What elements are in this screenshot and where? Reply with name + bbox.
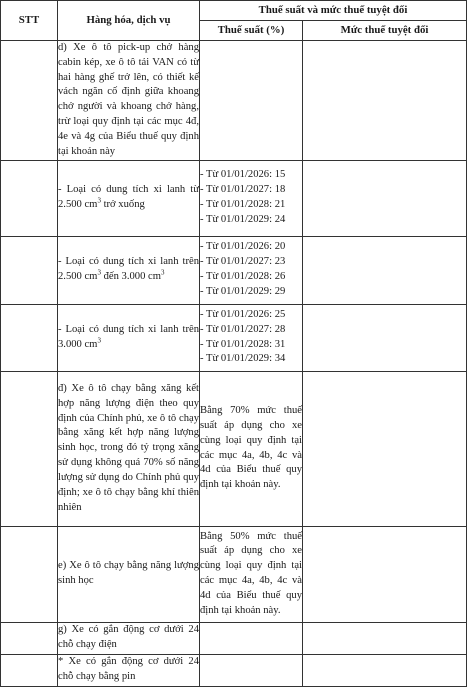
superscript: 3 — [160, 268, 165, 277]
rate-text: Bằng 50% mức thuế suất áp dụng cho xe cùng loại quy định tại các mục 4a, 4b, 4c và 4d của Biểu thuế quy định tại khoản này. — [200, 530, 302, 616]
superscript: 3 — [97, 196, 101, 205]
stt-cell — [1, 622, 58, 654]
rate-cell — [200, 622, 303, 654]
rate-line: - Từ 01/01/2029: 34 — [200, 353, 286, 365]
stt-cell — [1, 654, 58, 686]
absolute-cell — [303, 526, 467, 622]
table-row — [1, 41, 467, 161]
rate-line: - Từ 01/01/2027: 23 — [200, 256, 286, 268]
rate-line: - Từ 01/01/2028: 26 — [200, 271, 286, 283]
goods-text: - Loại có dung tích xi lanh từ 2.500 cm — [58, 184, 199, 211]
rate-cell — [200, 371, 303, 526]
table-row — [1, 304, 467, 371]
superscript: 3 — [97, 336, 101, 345]
goods-text: d) Xe ô tô pick-up chở hàng cabin kép, xe ô tô tải VAN có từ hai hàng ghế trở lên, có thiết kế vách ngăn cố định giữa khoang chở người và khoang chở hàng, trừ loại quy định tại các mục 4đ, 4e và 4g của Biểu thuế quy định tại khoản này — [58, 42, 199, 157]
absolute-cell — [303, 371, 467, 526]
absolute-cell — [303, 622, 467, 654]
table-row — [1, 160, 467, 236]
header-row-1 — [1, 1, 467, 21]
rate-cell — [200, 41, 303, 161]
goods-text: g) Xe có gắn động cơ dưới 24 chỗ chạy điện — [58, 624, 199, 651]
rate-cell — [200, 654, 303, 686]
absolute-cell — [303, 160, 467, 236]
superscript: 3 — [97, 268, 101, 277]
goods-text: đ) Xe ô tô chạy bằng xăng kết hợp năng lượng điện theo quy định của Chính phủ, xe ô tô chạy bằng xăng kết hợp năng lượng sinh học, trong đó tỷ trọng xăng sử dụng không quá 70% số năng lượng sử dụng do Chính phủ quy định; xe ô tô chạy bằng khí thiên nhiên — [58, 382, 199, 513]
header-goods: Hàng hóa, dịch vụ — [58, 1, 200, 41]
table-row — [1, 526, 467, 622]
header-absolute: Mức thuế tuyệt đối — [303, 21, 467, 41]
absolute-cell — [303, 236, 467, 304]
rate-line: - Từ 01/01/2026: 25 — [200, 308, 286, 320]
rate-line: - Từ 01/01/2027: 28 — [200, 323, 286, 335]
goods-cell — [58, 160, 200, 236]
table-row — [1, 622, 467, 654]
absolute-cell — [303, 41, 467, 161]
table-row — [1, 654, 467, 686]
stt-cell — [1, 304, 58, 371]
rate-line: - Từ 01/01/2029: 24 — [200, 213, 286, 225]
rate-cell — [200, 526, 303, 622]
rate-line: - Từ 01/01/2027: 18 — [200, 184, 286, 196]
goods-cell — [58, 41, 200, 161]
rate-text: Bằng 70% mức thuế suất áp dụng cho xe cùng loại quy định tại các mục 4a, 4b, 4c và 4d của Biểu thuế quy định tại khoản này. — [200, 405, 302, 491]
rate-line: - Từ 01/01/2028: 21 — [200, 199, 286, 211]
rate-line: - Từ 01/01/2028: 31 — [200, 338, 286, 350]
stt-cell — [1, 371, 58, 526]
goods-cell — [58, 371, 200, 526]
goods-text: * Xe có gắn động cơ dưới 24 chỗ chạy bằng pin — [58, 656, 199, 683]
goods-cell — [58, 654, 200, 686]
table-row — [1, 371, 467, 526]
goods-cell — [58, 526, 200, 622]
goods-cell — [58, 304, 200, 371]
stt-cell — [1, 41, 58, 161]
absolute-cell — [303, 654, 467, 686]
rate-line: - Từ 01/01/2026: 15 — [200, 169, 286, 181]
rate-cell — [200, 304, 303, 371]
rate-cell — [200, 160, 303, 236]
goods-text-tail: trở xuống — [100, 199, 145, 211]
absolute-cell — [303, 304, 467, 371]
header-group: Thuế suất và mức thuế tuyệt đối — [200, 1, 467, 21]
table-row — [1, 236, 467, 304]
stt-cell — [1, 526, 58, 622]
rate-line: - Từ 01/01/2026: 20 — [200, 241, 286, 253]
rate-line: - Từ 01/01/2029: 29 — [200, 285, 286, 297]
rate-cell — [200, 236, 303, 304]
goods-text: - Loại có dung tích xi lanh trên 2.500 cm — [58, 256, 199, 283]
goods-text: - Loại có dung tích xi lanh trên 3.000 cm — [58, 323, 199, 350]
stt-cell — [1, 160, 58, 236]
goods-cell — [58, 236, 200, 304]
stt-cell — [1, 236, 58, 304]
header-stt: STT — [1, 1, 58, 41]
goods-text: e) Xe ô tô chạy bằng năng lượng sinh học — [58, 560, 199, 587]
header-rate: Thuế suất (%) — [200, 21, 303, 41]
goods-text-tail: đến 3.000 cm — [100, 271, 161, 283]
goods-cell — [58, 622, 200, 654]
